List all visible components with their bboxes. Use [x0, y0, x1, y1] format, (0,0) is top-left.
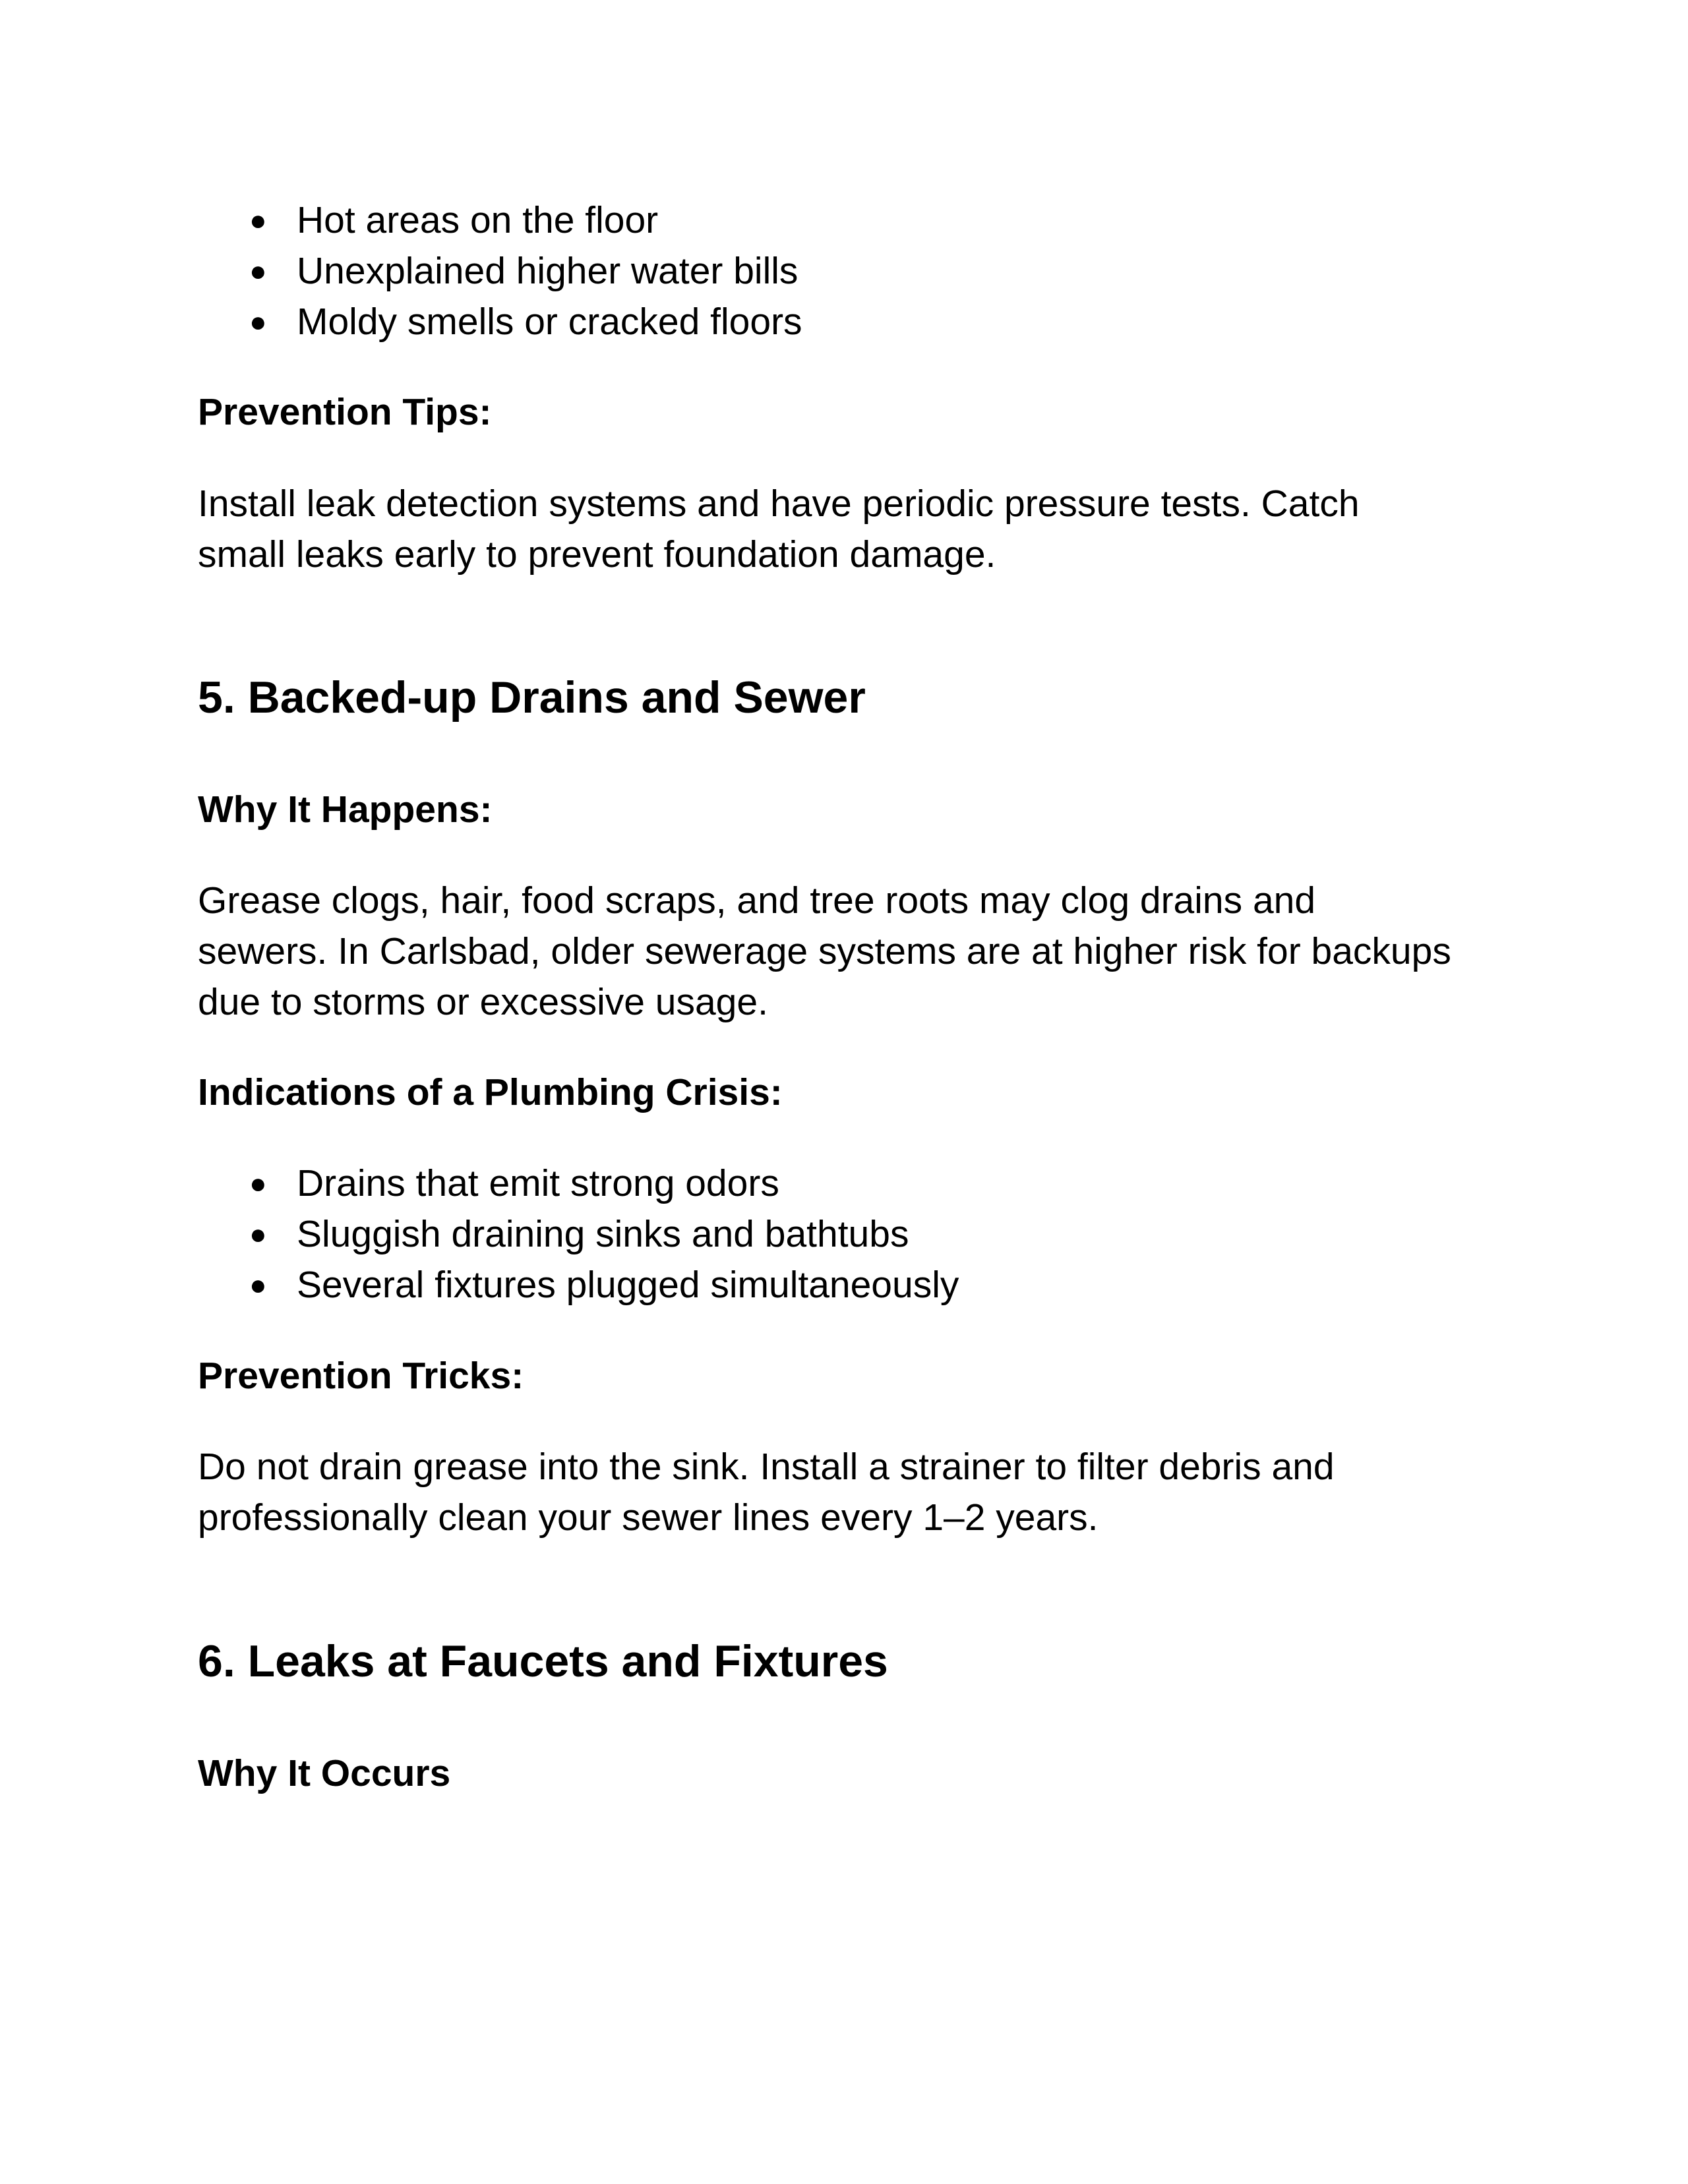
bullet-icon: ●	[249, 306, 267, 338]
prevention-tips-paragraph	[198, 479, 1360, 580]
paragraph-line: small leaks early to prevent foundation damage.	[198, 533, 996, 576]
section-6-title: 6. Leaks at Faucets and Fixtures	[198, 1636, 888, 1686]
list-item: ● Drains that emit strong odors	[198, 1158, 959, 1209]
list-item: ● Hot areas on the floor	[198, 195, 802, 246]
prevention-tricks-heading: Prevention Tricks:	[198, 1355, 524, 1397]
indications-list	[198, 1158, 959, 1311]
bullet-icon: ●	[249, 204, 267, 237]
why-it-happens-paragraph	[198, 875, 1451, 1028]
bullet-icon: ●	[249, 255, 267, 287]
bullet-icon: ●	[249, 1218, 267, 1251]
paragraph-line: due to storms or excessive usage.	[198, 981, 768, 1023]
indications-heading: Indications of a Plumbing Crisis:	[198, 1071, 783, 1113]
list-item: ● Moldy smells or cracked floors	[198, 297, 802, 347]
bullet-icon: ●	[249, 1167, 267, 1200]
why-it-happens-heading: Why It Happens:	[198, 788, 493, 831]
section-5-title: 5. Backed-up Drains and Sewer	[198, 672, 866, 723]
paragraph-line: Do not drain grease into the sink. Install a strainer to filter debris and	[198, 1446, 1335, 1488]
symptom-list	[198, 195, 802, 347]
list-item: ● Sluggish draining sinks and bathtubs	[198, 1209, 959, 1260]
bullet-icon: ●	[249, 1269, 267, 1301]
why-it-occurs-heading: Why It Occurs	[198, 1752, 451, 1794]
prevention-tips-heading: Prevention Tips:	[198, 391, 492, 433]
paragraph-line: sewers. In Carlsbad, older sewerage systems are at higher risk for backups	[198, 930, 1451, 972]
list-item: ● Unexplained higher water bills	[198, 246, 802, 297]
paragraph-line: Grease clogs, hair, food scraps, and tree roots may clog drains and	[198, 879, 1316, 922]
prevention-tricks-paragraph	[198, 1442, 1335, 1543]
paragraph-line: professionally clean your sewer lines every 1–2 years.	[198, 1496, 1099, 1539]
paragraph-line: Install leak detection systems and have periodic pressure tests. Catch	[198, 483, 1360, 525]
list-item: ● Several fixtures plugged simultaneously	[198, 1260, 959, 1311]
